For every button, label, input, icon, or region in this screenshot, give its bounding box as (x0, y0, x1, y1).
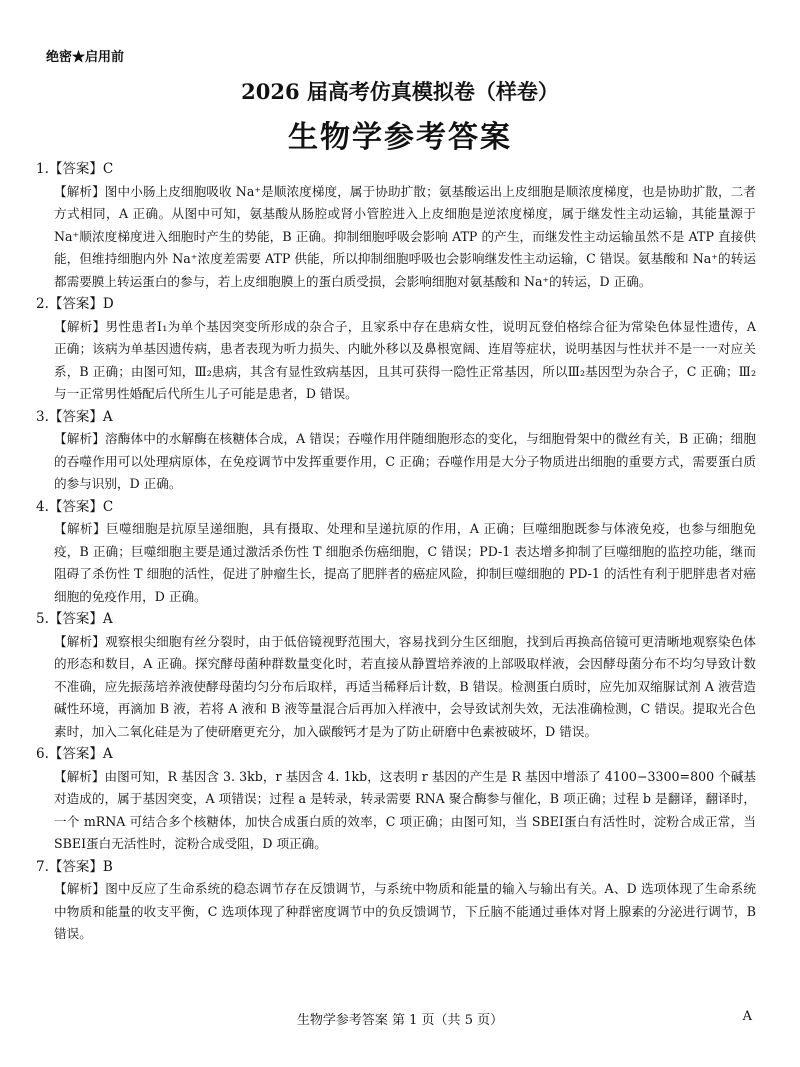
version-mark: A (742, 1009, 752, 1024)
exam-title: 2026 届高考仿真模拟卷（样卷） (241, 79, 559, 104)
question-item (36, 608, 756, 743)
page-footer: 生物学参考答案 第 1 页（共 5 页） (296, 1013, 504, 1028)
answer-line: 1.【答案】C (36, 161, 114, 177)
question-item (36, 496, 756, 609)
answer-line: 3.【答案】A (36, 408, 113, 425)
answer-line: 2.【答案】D (36, 296, 114, 312)
explanation-text: 【解析】溶酶体中的水解酶在核糖体合成，A 错误；吞噬作用伴随细胞形态的变化，与细胞骨架中的微丝有关，B 正确；细胞的吞噬作用可以处理病原体，在免疫调节中发挥重要作用，C 正确；吞噬作用是大分子物质进出细胞的重要方式，需要蛋白质的参与识别，D 正确。 (54, 431, 756, 491)
explanation-text: 【解析】图中小肠上皮细胞吸收 Na⁺是顺浓度梯度，属于协助扩散；氨基酸运出上皮细胞是顺浓度梯度，也是协助扩散，二者方式相同，A 正确。从图中可知，氨基酸从肠腔或肾小管腔进入上皮细胞是逆浓度梯度，属于继发性主动运输，其能量源于 Na⁺顺浓度梯度进入细胞时产生的势能，B 正确。抑制细胞呼吸会影响 ATP 的产生，而继发性主动运输虽然不是 ATP 直接供能，但维持细胞内外 Na⁺浓度差需要 ATP 供能，所以抑制细胞呼吸也会影响继发性主动运输，C 错误。氨基酸和 Na⁺的转运都需要膜上转运蛋白的参与，若上皮细胞膜上的蛋白质受损，会影响细胞对氨基酸和 Na⁺的转运，D 正确。 (54, 183, 756, 289)
explanation-text: 【解析】由图可知，R 基因含 3. 3kb，r 基因含 4. 1kb，这表明 r 基因的产生是 R 基因中增添了 4100−3300=800 个碱基对造成的，属于基因突变，A 项错误；过程 a 是转录，转录需要 RNA 聚合酶参与催化，B 项正确；过程 b 是翻译，翻译时，一个 mRNA 可结合多个核糖体，加快合成蛋白质的效率，C 项正确；由图可知，当 SBEI蛋白有活性时，淀粉合成正常，当 SBEI蛋白无活性时，淀粉合成受阻，D 项正确。 (54, 768, 756, 851)
question-item (36, 856, 756, 946)
explanation-text: 【解析】巨噬细胞是抗原呈递细胞，具有摄取、处理和呈递抗原的作用，A 正确；巨噬细胞既参与体液免疫，也参与细胞免疫，B 正确；巨噬细胞主要是通过激活杀伤性 T 细胞杀伤癌细胞，C 错误；PD-1 表达增多抑制了巨噬细胞的监控功能，继而阻碍了杀伤性 T 细胞的活性，促进了肿瘤生长，提高了肥胖者的癌症风险，抑制巨噬细胞的 PD-1 的活性有利于肥胖患者对癌细胞的免疫作用，D 正确。 (54, 521, 756, 604)
explanation-text: 【解析】男性患者Ⅰ₁为单个基因突变所形成的杂合子，且家系中存在患病女性，说明瓦登伯格综合征为常染色体显性遗传，A 正确；该病为单基因遗传病，患者表现为听力损失、内眦外移以及鼻根宽阔、连眉等症状，说明基因与性状并不是一一对应关系，B 正确；由图可知，Ⅲ₂患病，其含有显性致病基因，且其可获得一隐性正常基因，所以Ⅲ₂基因型为杂合子，C 正确；Ⅲ₂与一正常男性婚配后代所生儿子可能是患者，D 错误。 (54, 318, 756, 401)
question-item (36, 406, 756, 496)
page-title: 生物学参考答案 (288, 120, 512, 155)
answer-list (36, 158, 756, 946)
explanation-text: 【解析】图中反应了生命系统的稳态调节存在反馈调节，与系统中物质和能量的输入与输出有关。A、D 选项体现了生命系统中物质和能量的收支平衡，C 选项体现了种群密度调节中的负反馈调节，下丘脑不能通过垂体对肾上腺素的分泌进行调节，B 错误。 (54, 881, 756, 941)
answer-line: 6.【答案】A (36, 746, 113, 762)
question-item (36, 293, 756, 406)
question-item (36, 743, 756, 856)
explanation-text: 【解析】观察根尖细胞有丝分裂时，由于低倍镜视野范围大，容易找到分生区细胞，找到后再换高倍镜可更清晰地观察染色体的形态和数目，A 正确。探究酵母菌种群数量变化时，若直接从静置培养液的上部吸取样液，会因酵母菌分布不均匀导致计数不准确，应先振荡培养液使酵母菌均匀分布后取样，再适当稀释后计数，B 错误。检测蛋白质时，应先加双缩脲试剂 A 液营造碱性环境，再滴加 B 液，若将 A 液和 B 液等量混合后再加入样液中，会导致试剂失效，无法准确检测，C 错误。提取光合色素时，加入二氧化硅是为了使研磨更充分，加入碳酸钙才是为了防止研磨中色素被破坏，D 错误。 (54, 633, 756, 739)
answer-line: 4.【答案】C (36, 498, 114, 515)
confidential-label: 绝密★启用前 (46, 50, 125, 65)
question-item (36, 158, 756, 293)
answer-line: 7.【答案】B (36, 858, 113, 875)
answer-line: 5.【答案】A (36, 611, 113, 627)
